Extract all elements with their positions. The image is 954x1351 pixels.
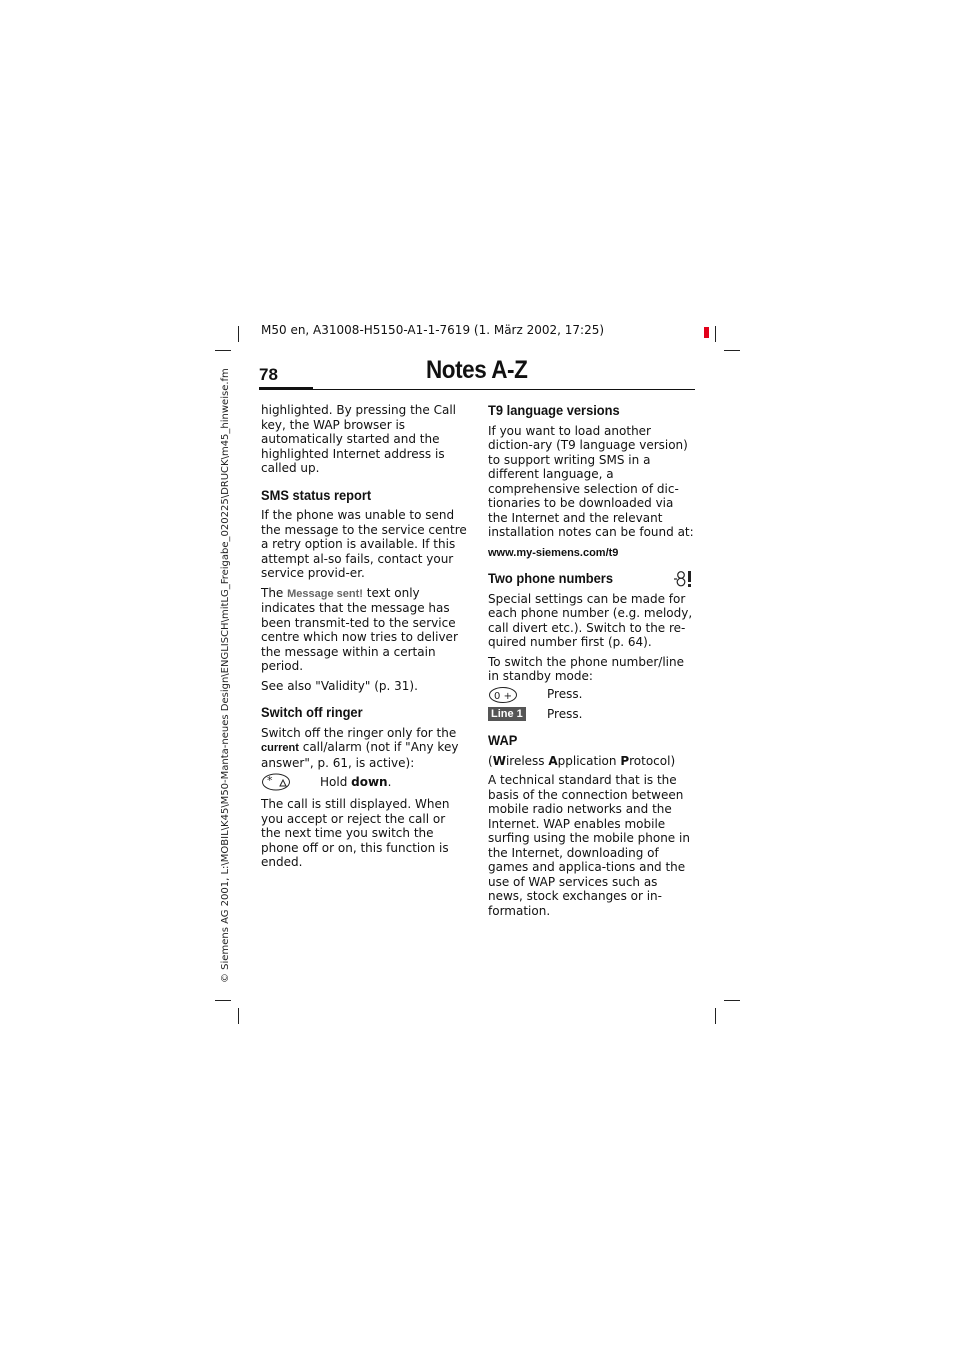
- right-column: [488, 403, 694, 923]
- crop-mark: [238, 1008, 239, 1024]
- t9-paragraph: If you want to load another diction-ary (T9 language version) to support writing SMS in a different language, a comprehensive selection of dic-tionaries to be downloaded via the Internet and the relevant installation notes can be found at:: [488, 423, 694, 539]
- line-softkey-wrap: [488, 707, 547, 721]
- text: call/alarm (not if "Any key answer", p. 61, is active):: [261, 740, 459, 770]
- page-title: Notes A-Z: [426, 356, 528, 384]
- sms-paragraph-1: If the phone was unable to send the message to the service centre a retry option is available. If this attempt al-so fails, contact your service provid-er.: [261, 508, 467, 580]
- two-numbers-paragraph-1: Special settings can be made for each phone number (e.g. melody, call divert etc.). Switch to the re-quired number first (p. 64).: [488, 591, 693, 649]
- sms-paragraph-2: [261, 586, 467, 674]
- text: .: [387, 774, 392, 789]
- text: pplication: [557, 753, 621, 768]
- zero-key-icon: [488, 686, 547, 704]
- crop-mark: [215, 1000, 231, 1001]
- section-heading-t9: T9 language versions: [488, 402, 620, 418]
- display-text-current: current: [261, 742, 299, 754]
- ringer-paragraph-1: [261, 726, 467, 771]
- t9-url: www.my-siemens.com/t9: [488, 546, 619, 559]
- section-heading-two-numbers: Two phone numbers: [488, 569, 613, 586]
- network-dependent-icon: [672, 570, 694, 592]
- title-rule: [313, 389, 695, 390]
- page-number: 78: [259, 365, 278, 384]
- page-number-underline: [259, 387, 313, 390]
- bold-letter: W: [492, 753, 506, 768]
- key-instruction-line1: [488, 707, 694, 722]
- line-1-softkey: Line 1: [488, 707, 526, 721]
- wap-paragraph: A technical standard that is the basis of the connection between mobile radio networks and the Internet. WAP enables mobile surfing using the mobile phone in the Internet, downloading of games and applica-tions and the use of WAP services such as news, stock exchanges or in-formation.: [488, 773, 690, 918]
- key-instruction-hold-star: [261, 772, 467, 792]
- section-heading-wap: WAP: [488, 732, 518, 748]
- wap-definition: (Wireless Application Protocol): [488, 753, 676, 768]
- text: rotocol: [629, 753, 671, 768]
- section-heading-sms-status: SMS status report: [261, 486, 372, 503]
- file-path-sidebar: © Siemens AG 2001, L:\MOBIL\K45\M50-Manta-neues Design\ENGLISCH\mitLG_Freigabe_020225\DRUCK\m45_hinweise.fm: [220, 368, 231, 983]
- crop-mark: [238, 326, 239, 342]
- key-action-text: Press.: [547, 687, 583, 702]
- sms-paragraph-3: See also "Validity" (p. 31).: [261, 678, 418, 693]
- print-header: M50 en, A31008-H5150-A1-1-7619 (1. März 2002, 17:25): [261, 323, 605, 337]
- two-numbers-paragraph-2: To switch the phone number/line in standby mode:: [488, 654, 684, 683]
- intro-paragraph: highlighted. By pressing the Call key, the WAP browser is automatically started and the highlighted Internet address is called up.: [261, 403, 456, 475]
- color-register-mark: [704, 327, 709, 338]
- text: text only indicates that the message has been transmit-ted to the service centre which now tries to deliver the message within a certain period.: [261, 585, 458, 673]
- bold-letter: A: [548, 753, 558, 768]
- svg-text:0 +: 0 +: [494, 690, 512, 702]
- star-key-icon: [261, 772, 320, 792]
- crop-mark: [715, 1008, 716, 1024]
- key-instruction-zero: [488, 686, 694, 704]
- crop-mark: [724, 350, 740, 351]
- ringer-paragraph-2: The call is still displayed. When you accept or reject the call or the next time you switch the phone off or on, this function is ended.: [261, 797, 450, 869]
- text: The: [261, 585, 288, 600]
- section-heading-switch-off-ringer: Switch off ringer: [261, 704, 363, 720]
- left-column: [261, 403, 467, 875]
- two-numbers-heading-row: [488, 570, 694, 592]
- crop-mark: [715, 326, 716, 342]
- text: Hold: [320, 774, 352, 789]
- crop-mark: [215, 350, 231, 351]
- key-action-text: Press.: [547, 706, 583, 721]
- text: ireless: [505, 753, 549, 768]
- crop-mark: [724, 1000, 740, 1001]
- text: Switch off the ringer only for the: [261, 725, 457, 740]
- key-action-text: [320, 775, 391, 790]
- svg-text:*: *: [267, 774, 273, 787]
- bold-text: down: [351, 774, 388, 789]
- display-text-message-sent: Message sent!: [287, 587, 363, 600]
- bold-letter: P: [620, 753, 630, 768]
